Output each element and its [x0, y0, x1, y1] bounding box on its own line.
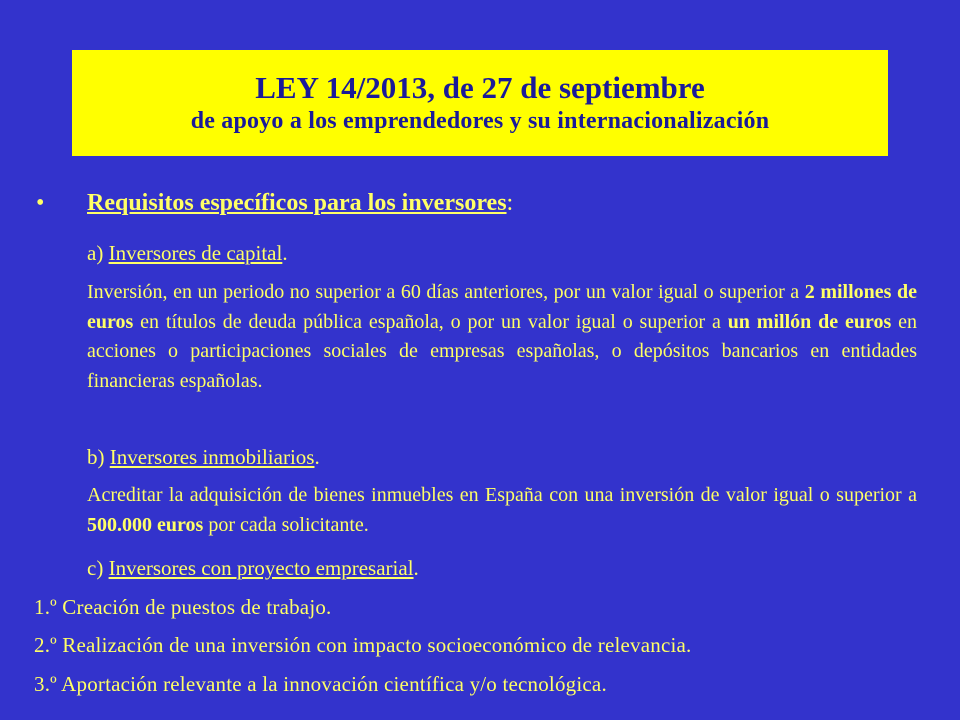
section-b-heading: [87, 443, 320, 471]
section-a-suffix: .: [282, 241, 288, 265]
section-a-label: Inversores de capital: [108, 241, 283, 265]
section-a-text-2: en títulos de deuda pública española, o por un valor igual o superior a: [133, 310, 728, 333]
section-c-prefix: c): [87, 556, 109, 580]
heading-colon: :: [506, 190, 514, 216]
slide-title: LEY 14/2013, de 27 de septiembre: [255, 70, 705, 105]
section-b-text-1: Acreditar la adquisición de bienes inmuebles en España con una inversión de valor igual o superior a: [87, 484, 917, 506]
section-a-text-3: en acciones o participaciones sociales de empresas españolas, o depósitos bancarios en entidades financieras españolas.: [87, 310, 917, 392]
section-c-item-3: 3.º Aportación relevante a la innovación científica y/o tecnológica.: [34, 672, 607, 696]
bullet-heading-row: [36, 186, 513, 220]
section-a-amount-1: 2 millones de euros: [87, 281, 917, 333]
section-b-prefix: b): [87, 445, 110, 469]
section-b-text-2: por cada solicitante.: [203, 513, 369, 536]
section-b-paragraph: [87, 481, 917, 540]
section-c-label: Inversores con proyecto empresarial: [108, 556, 414, 580]
requirements-heading: Requisitos específicos para los inversores: [87, 190, 507, 216]
section-c-item-2: 2.º Realización de una inversión con impacto socioeconómico de relevancia.: [34, 633, 692, 657]
section-b-label: Inversores inmobiliarios: [109, 445, 315, 469]
section-c-item-1: 1.º Creación de puestos de trabajo.: [34, 595, 332, 619]
bullet-icon: •: [36, 190, 45, 216]
section-c-heading: [87, 554, 419, 582]
section-b-amount: 500.000 euros: [87, 513, 204, 536]
section-a-prefix: a): [87, 241, 109, 265]
section-c-suffix: .: [413, 556, 419, 580]
slide-subtitle: de apoyo a los emprendedores y su internacionalización: [190, 108, 770, 134]
section-a-heading: [87, 239, 288, 267]
section-a-text-1: Inversión, en un periodo no superior a 60 días anteriores, por un valor igual o superior a: [87, 281, 805, 303]
section-a-amount-2: un millón de euros: [727, 310, 892, 333]
section-a-paragraph: [87, 278, 917, 396]
section-b-suffix: .: [314, 445, 320, 469]
